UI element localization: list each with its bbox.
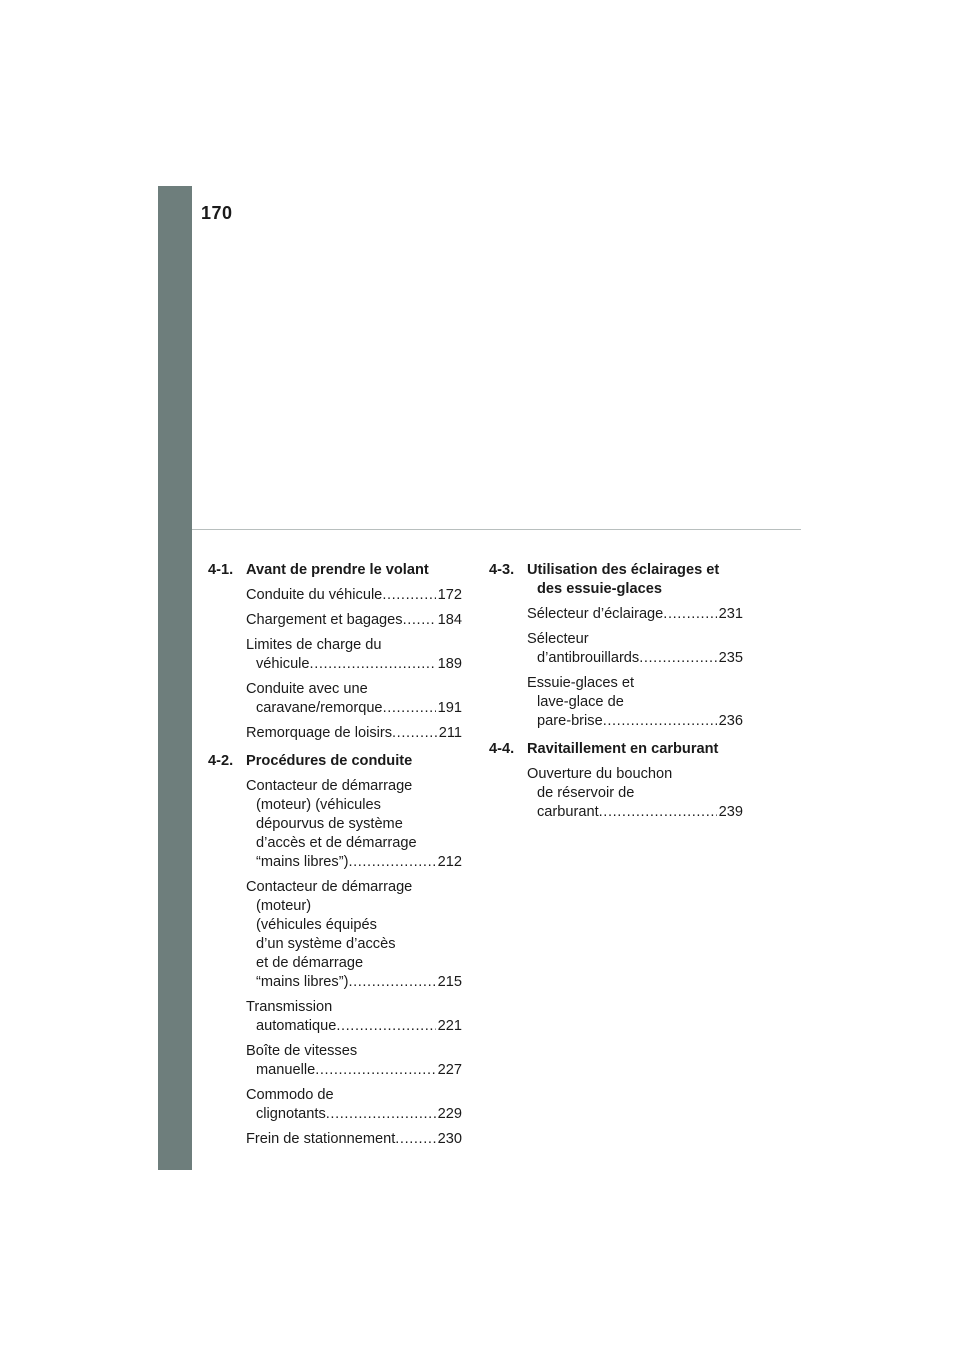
section-heading [208, 752, 462, 771]
entry-page-number: 231 [718, 606, 743, 622]
entry-text: Chargement et bagages [246, 612, 403, 628]
entry-text-line: Transmission [246, 999, 333, 1015]
section-heading [489, 561, 743, 599]
toc-entry[interactable] [527, 605, 743, 624]
section-title-line: Procédures de conduite [246, 753, 413, 769]
entry-last-line [246, 611, 462, 630]
section-title [527, 740, 743, 759]
toc-section [208, 752, 462, 1149]
entry-last-line [527, 649, 743, 668]
section-number: 4-1. [208, 562, 234, 578]
entry-last-line [246, 1130, 462, 1149]
entry-text-line: dépourvus de système [256, 816, 403, 832]
entry-last-line [246, 655, 462, 674]
dot-leader [395, 1130, 435, 1149]
entry-text-line: (moteur) [256, 898, 312, 914]
section-title [246, 561, 462, 580]
entry-text: automatique [256, 1018, 337, 1034]
section-title-line: Avant de prendre le volant [246, 562, 429, 578]
entry-page-number: 191 [437, 700, 462, 716]
entry-text: clignotants [256, 1106, 326, 1122]
section-number: 4-3. [489, 562, 515, 578]
dot-leader [348, 853, 435, 872]
entry-page-number: 215 [437, 974, 462, 990]
entry-last-line [246, 853, 462, 872]
entry-text: véhicule [256, 656, 310, 672]
toc-entry[interactable] [246, 611, 462, 630]
entry-last-line [246, 699, 462, 718]
entry-text: d’antibrouillards [537, 650, 640, 666]
entry-text: caravane/remorque [256, 700, 383, 716]
toc-entry[interactable] [246, 998, 462, 1036]
entry-page-number: 230 [437, 1131, 462, 1147]
entry-last-line [246, 1105, 462, 1124]
entry-text-line: Essuie-glaces et [527, 675, 635, 691]
section-heading [208, 561, 462, 580]
dot-leader [603, 712, 717, 731]
entry-last-line [527, 803, 743, 822]
entry-last-line [246, 1061, 462, 1080]
entry-page-number: 189 [437, 656, 462, 672]
toc-entry[interactable] [246, 1130, 462, 1149]
entry-page-number: 239 [718, 804, 743, 820]
toc-entry[interactable] [246, 636, 462, 674]
toc-entry[interactable] [246, 586, 462, 605]
entry-text: “mains libres”) [256, 854, 349, 870]
entry-text: Remorquage de loisirs [246, 725, 393, 741]
dot-leader [336, 1017, 435, 1036]
entry-text: pare-brise [537, 713, 603, 729]
page-number: 170 [201, 203, 233, 223]
entry-page-number: 227 [437, 1062, 462, 1078]
toc-entry[interactable] [246, 680, 462, 718]
dot-leader [315, 1061, 435, 1080]
dot-leader [310, 655, 436, 674]
entry-text: Sélecteur d’éclairage [527, 606, 664, 622]
dot-leader [663, 605, 716, 624]
dot-leader [639, 649, 716, 668]
entry-text-line: lave-glace de [537, 694, 624, 710]
toc-entry[interactable] [246, 1086, 462, 1124]
section-title-line: Ravitaillement en carburant [527, 741, 719, 757]
entry-last-line [527, 712, 743, 731]
entry-text: “mains libres”) [256, 974, 349, 990]
section-number: 4-2. [208, 753, 234, 769]
entry-last-line [246, 973, 462, 992]
toc-entry[interactable] [527, 674, 743, 731]
dot-leader [599, 803, 717, 822]
chapter-side-bar [158, 186, 192, 1170]
entry-last-line [246, 724, 462, 743]
entry-text-line: Boîte de vitesses [246, 1043, 358, 1059]
section-divider [192, 529, 801, 530]
entry-text-line: Contacteur de démarrage [246, 879, 413, 895]
entry-text-line: d’accès et de démarrage [256, 835, 417, 851]
dot-leader [383, 699, 436, 718]
entry-page-number: 184 [437, 612, 462, 628]
section-title [246, 752, 462, 771]
toc-entry[interactable] [246, 1042, 462, 1080]
entry-page-number: 235 [718, 650, 743, 666]
dot-leader [392, 724, 437, 743]
entry-text-line: (véhicules équipés [256, 917, 377, 933]
entry-page-number: 172 [437, 587, 462, 603]
entry-last-line [527, 605, 743, 624]
entry-page-number: 212 [437, 854, 462, 870]
section-title-line: Utilisation des éclairages et [527, 562, 720, 578]
section-number: 4-4. [489, 741, 515, 757]
entry-text-line: Conduite avec une [246, 681, 368, 697]
dot-leader [382, 586, 435, 605]
entry-text: Conduite du véhicule [246, 587, 383, 603]
entry-text-line: Limites de charge du [246, 637, 382, 653]
entry-page-number: 229 [437, 1106, 462, 1122]
dot-leader [326, 1105, 436, 1124]
dot-leader [403, 611, 436, 630]
toc-section [489, 740, 743, 822]
toc-section [489, 561, 743, 731]
entry-text-line: et de démarrage [256, 955, 364, 971]
entry-page-number: 211 [438, 725, 462, 741]
entry-text-line: de réservoir de [537, 785, 635, 801]
dot-leader [348, 973, 435, 992]
entry-last-line [246, 586, 462, 605]
toc-entry[interactable] [246, 878, 462, 992]
entry-page-number: 221 [437, 1018, 462, 1034]
toc-entry[interactable] [246, 777, 462, 872]
entry-text-line: Sélecteur [527, 631, 589, 647]
entry-text-line: Contacteur de démarrage [246, 778, 413, 794]
entry-text-line: (moteur) (véhicules [256, 797, 381, 813]
section-title [527, 561, 743, 599]
entry-page-number: 236 [718, 713, 743, 729]
section-title-line: des essuie-glaces [537, 581, 662, 597]
section-heading [489, 740, 743, 759]
entry-text: Frein de stationnement [246, 1131, 396, 1147]
entry-text: manuelle [256, 1062, 316, 1078]
entry-text-line: Commodo de [246, 1087, 334, 1103]
entry-last-line [246, 1017, 462, 1036]
toc-column-right [489, 561, 743, 831]
toc-entry[interactable] [527, 765, 743, 822]
entry-text-line: Ouverture du bouchon [527, 766, 673, 782]
toc-entry[interactable] [246, 724, 462, 743]
entry-text: carburant [537, 804, 599, 820]
toc-section [208, 561, 462, 743]
entry-text-line: d’un système d’accès [256, 936, 396, 952]
toc-column-left [208, 561, 462, 1158]
toc-entry[interactable] [527, 630, 743, 668]
